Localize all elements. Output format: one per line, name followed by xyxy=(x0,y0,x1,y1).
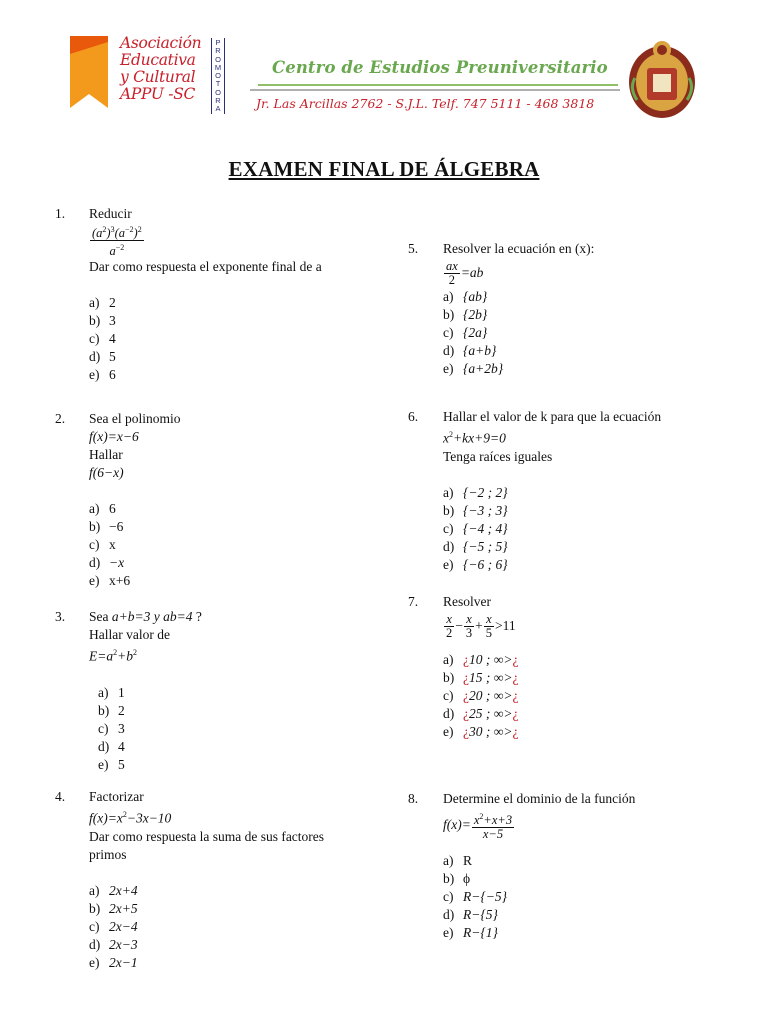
question-prompt: Sea a+b=3 y ab=4 ? xyxy=(89,609,202,624)
options-list xyxy=(443,484,661,574)
question-number: 3. xyxy=(55,609,66,624)
expression: $\frac{x}{2}$ − $\frac{x}{3}$ + $\frac{x}{5}$ >11 xyxy=(446,612,516,641)
center-name: Centro de Estudios Preuniversitario xyxy=(272,58,608,77)
university-seal-icon xyxy=(625,38,700,120)
option-a: a) 2 xyxy=(89,295,116,311)
promo-letter: O xyxy=(215,54,221,64)
options-list xyxy=(443,852,635,942)
expression: f(6−x) xyxy=(89,465,124,480)
question-number: 6. xyxy=(408,409,419,424)
organization-name: Asociación Educativa y Cultural APPU -SC xyxy=(120,34,202,103)
option-d: d) {a+b} xyxy=(443,343,497,358)
option-e: e) x+6 xyxy=(89,573,131,588)
question-instruction: Tenga raíces iguales xyxy=(443,448,553,464)
question-prompt: Reducir xyxy=(89,206,132,221)
options-list xyxy=(89,500,181,590)
expression: $\frac{ax}{2}$ =ab xyxy=(446,259,484,288)
promo-letter: R xyxy=(215,96,221,106)
question-prompt: Determine el dominio de la función xyxy=(443,791,636,806)
option-c: c) R−{−5} xyxy=(443,889,508,904)
option-d: d) {−5 ; 5} xyxy=(443,538,508,554)
question-prompt: Resolver xyxy=(443,594,491,609)
expression: $f(x)=x^2-3x-10$ xyxy=(89,810,172,826)
option-c: c) ¿20 ; ∞>¿ xyxy=(443,688,519,703)
header-rule-green xyxy=(258,84,618,86)
option-c: c) 3 xyxy=(98,720,125,736)
header-rule-gray xyxy=(250,89,620,91)
promo-letter: M xyxy=(214,62,222,72)
option-e: e) ¿30 ; ∞>¿ xyxy=(443,724,519,739)
option-a: a) {−2 ; 2} xyxy=(443,484,508,500)
question-prompt: Factorizar xyxy=(89,789,144,804)
question-instruction: Hallar valor de xyxy=(89,627,170,642)
promo-letter: R xyxy=(215,46,221,56)
option-d: d) 2x−3 xyxy=(89,936,138,952)
options-list xyxy=(443,651,518,741)
option-d: d) −x xyxy=(89,555,125,570)
option-c: c) 4 xyxy=(89,331,116,347)
question-prompt: Hallar el valor de k para que la ecuación xyxy=(443,409,662,424)
option-d: d) ¿25 ; ∞>¿ xyxy=(443,706,519,721)
option-a: a) 6 xyxy=(89,501,116,516)
promo-letter: O xyxy=(215,71,221,81)
expression: $x^2+kx+9=0$ xyxy=(443,430,506,446)
promo-letter: O xyxy=(215,87,221,97)
exam-title: EXAMEN FINAL DE ÁLGEBRA xyxy=(228,157,540,181)
option-b: b) −6 xyxy=(89,519,124,534)
question-number: 2. xyxy=(55,411,66,426)
option-e: e) {−6 ; 6} xyxy=(443,556,508,572)
promo-letter: T xyxy=(215,79,221,89)
promo-letter: P xyxy=(215,38,221,47)
expression: $E=a^2+b^2$ xyxy=(89,648,137,664)
options-list xyxy=(443,288,594,378)
question-number: 1. xyxy=(55,206,66,221)
option-c: c) 2x−4 xyxy=(89,918,138,934)
promotora-label xyxy=(211,38,225,114)
option-e: e) 2x−1 xyxy=(89,954,138,970)
question-instruction: Dar como respuesta la suma de sus factores xyxy=(89,828,325,844)
options-list xyxy=(89,882,324,972)
option-b: b) 3 xyxy=(89,313,116,329)
question-prompt: Sea el polinomio xyxy=(89,411,181,426)
expression: f(x)=x−6 xyxy=(89,429,139,444)
option-b: b) 2 xyxy=(98,702,125,718)
question-number: 5. xyxy=(408,241,419,256)
question-instruction: primos xyxy=(89,846,127,862)
option-e: e) R−{1} xyxy=(443,925,498,940)
question-number: 7. xyxy=(408,594,419,609)
option-a: a) 1 xyxy=(98,684,125,700)
question-number: 8. xyxy=(408,791,419,806)
option-d: d) R−{5} xyxy=(443,907,498,922)
option-b: b) 2x+5 xyxy=(89,900,138,916)
options-list xyxy=(89,294,322,384)
option-b: b) {2b} xyxy=(443,307,488,322)
option-a: a) ¿10 ; ∞>¿ xyxy=(443,652,519,667)
option-b: b) ¿15 ; ∞>¿ xyxy=(443,670,519,685)
option-e: e) 6 xyxy=(89,367,116,383)
option-c: c) x xyxy=(89,537,116,552)
option-c: c) {2a} xyxy=(443,325,488,340)
option-c: c) {−4 ; 4} xyxy=(443,520,508,536)
option-a: a) R xyxy=(443,853,473,868)
option-d: d) 4 xyxy=(98,738,125,754)
question-number: 4. xyxy=(55,789,66,804)
question-instruction: Hallar xyxy=(89,447,123,462)
header-address: Jr. Las Arcillas 2762 - S.J.L. Telf. 747 5111 - 468 3818 xyxy=(256,96,595,111)
option-b: b) ϕ xyxy=(443,871,471,886)
promo-letter: A xyxy=(215,104,221,114)
option-d: d) 5 xyxy=(89,349,116,365)
question-instruction: Dar como respuesta el exponente final de a xyxy=(89,259,322,275)
option-a: a) 2x+4 xyxy=(89,882,138,898)
appu-logo-icon xyxy=(70,36,108,108)
question-prompt: Resolver la ecuación en (x): xyxy=(443,241,595,256)
option-e: e) 5 xyxy=(98,756,125,772)
option-b: b) {−3 ; 3} xyxy=(443,502,508,518)
expression: $\frac{(a^2)^3(a^{-2})^2}{a^{-2}}$ xyxy=(92,225,142,259)
options-list xyxy=(98,684,202,774)
expression: f(x)= $\frac{x^2+x+3}{x-5}$ xyxy=(443,812,513,842)
option-e: e) {a+2b} xyxy=(443,361,504,376)
option-a: a) {ab} xyxy=(443,289,488,304)
